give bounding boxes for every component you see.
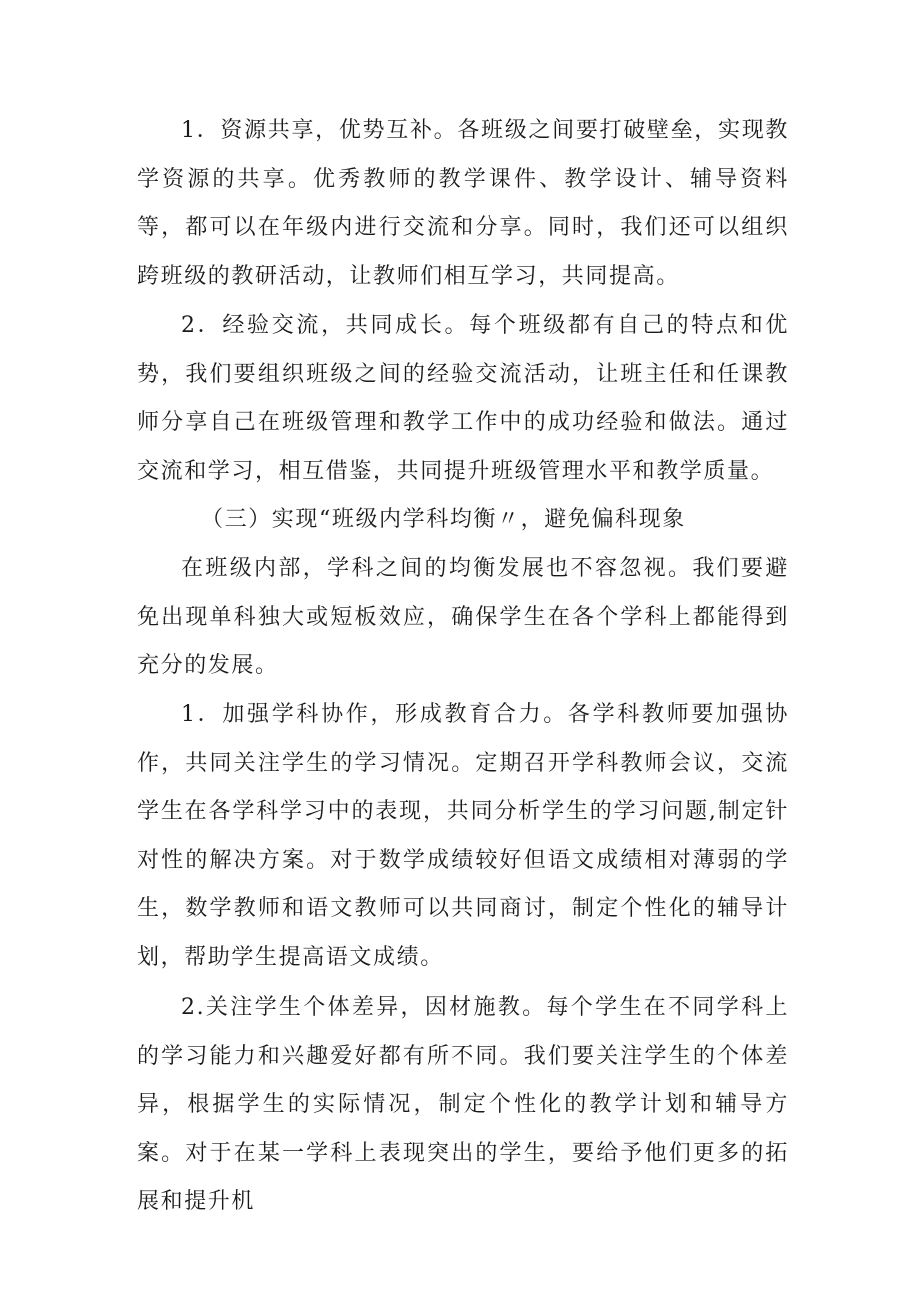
paragraph-text: 2.关注学生个体差异，因材施教。每个学生在不同学科上的学习能力和兴趣爱好都有所不同。我们要关注学生的个体差异，根据学生的实际情况，制定个性化的教学计划和辅导方案。对于在某一学科上表现突出的学生，要给予他们更多的拓展和提升机	[137, 995, 789, 1215]
paragraph-resource-sharing	[137, 107, 789, 301]
paragraph-subject-balance-intro	[137, 545, 789, 691]
paragraph-experience-exchange	[137, 302, 789, 496]
paragraph-subject-collaboration	[137, 691, 789, 983]
section-heading: （三）实现“班级内学科均衡〃，避免偏科现象	[201, 507, 686, 532]
paragraph-text: 1．资源共享，优势互补。各班级之间要打破壁垒，实现教学资源的共享。优秀教师的教学课件、教学设计、辅导资料等，都可以在年级内进行交流和分享。同时，我们还可以组织跨班级的教研活动，让教师们相互学习，共同提高。	[137, 118, 789, 289]
paragraph-text: 2．经验交流，共同成长。每个班级都有自己的特点和优势，我们要组织班级之间的经验交流活动，让班主任和任课教师分享自己在班级管理和教学工作中的成功经验和做法。通过交流和学习，相互借鉴，共同提升班级管理水平和教学质量。	[137, 313, 789, 484]
paragraph-individual-differences	[137, 984, 789, 1227]
paragraph-text: 在班级内部，学科之间的均衡发展也不容忽视。我们要避免出现单科独大或短板效应，确保学生在各个学科上都能得到充分的发展。	[137, 556, 789, 679]
paragraph-text: 1．加强学科协作，形成教育合力。各学科教师要加强协作，共同关注学生的学习情况。定期召开学科教师会议，交流学生在各学科学习中的表现，共同分析学生的学习问题,制定针对性的解决方案。对于数学成绩较好但语文成绩相对薄弱的学生，数学教师和语文教师可以共同商讨，制定个性化的辅导计划，帮助学生提高语文成绩。	[137, 702, 789, 970]
